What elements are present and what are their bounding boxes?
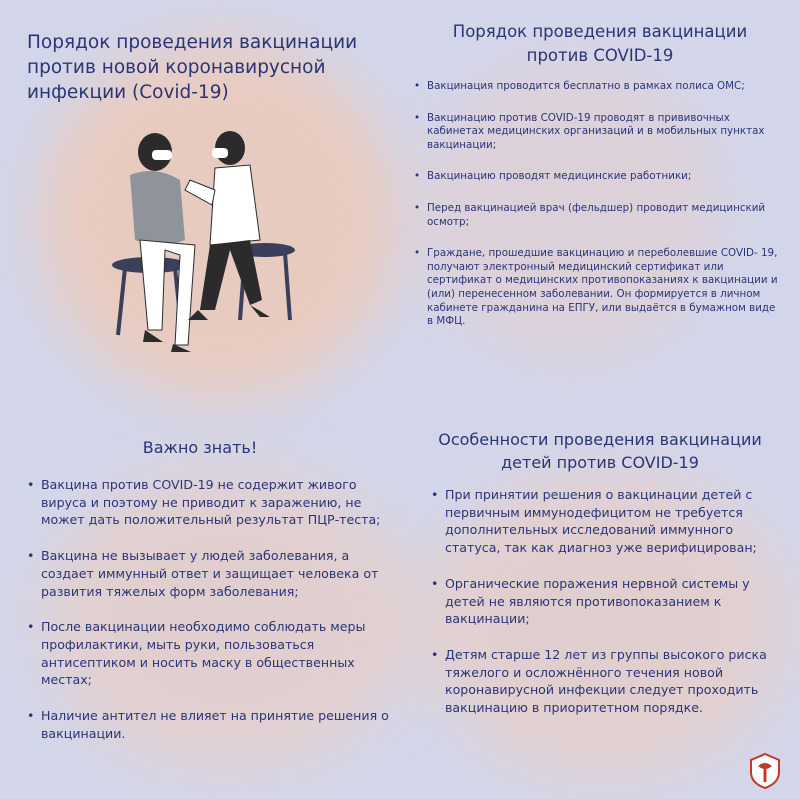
bottom-right-list <box>431 486 783 735</box>
list-item: • Перед вакцинацией врач (фельдшер) проводит медицинский осмотр; <box>414 202 784 229</box>
bottom-right-title: Особенности проведения вакцинации детей против COVID-19 <box>438 430 762 472</box>
main-title: Порядок проведения вакцинации против новой коронавирусной инфекции (Covid-19) <box>27 32 358 103</box>
list-item: • Граждане, прошедшие вакцинацию и переболевшие COVID- 19, получают электронный медицинский сертификат или сертификат о медицинских противопоказаниях к вакцинации и (или) перенесенном заболевании. Он формируется в личном кабинете гражданина на ЕПГУ, или выдаётся в бумажном виде в МФЦ. <box>414 247 784 329</box>
vaccination-illustration-icon <box>100 120 310 370</box>
top-right-title: Порядок проведения вакцинации против COVID-19 <box>452 22 748 65</box>
list-item: • Вакцина не вызывает у людей заболевания, а создает иммунный ответ и защищает человека от развития тяжелых форм заболевания; <box>27 547 397 600</box>
list-item: • При принятии решения о вакцинации детей с первичным иммунодефицитом не требуется дополнительных исследований иммунного статуса, так как диагноз уже верифицирован; <box>431 486 783 557</box>
list-item: • Вакцинация проводится бесплатно в рамках полиса ОМС; <box>414 80 784 94</box>
bottom-left-title: Важно знать! <box>142 438 258 457</box>
list-item: • Детям старше 12 лет из группы высокого риска тяжелого и осложнённого течения новой коронавирусной инфекции следует проходить вакцинацию в приоритетном порядке. <box>431 646 783 717</box>
bottom-left-list <box>27 476 397 760</box>
list-item: • Вакцинацию против COVID-19 проводят в прививочных кабинетах медицинских организаций и в мобильных пунктах вакцинации; <box>414 112 784 153</box>
ministry-emblem-icon <box>748 752 782 790</box>
list-item: • После вакцинации необходимо соблюдать меры профилактики, мыть руки, пользоваться антисептиком и носить маску в общественных местах; <box>27 618 397 689</box>
list-item: • Наличие антител не влияет на принятие решения о вакцинации. <box>27 707 397 742</box>
list-item: • Вакцинацию проводят медицинские работники; <box>414 170 784 184</box>
list-item: • Вакцина против COVID-19 не содержит живого вируса и поэтому не приводит к заражению, не может дать положительный результат ПЦР-теста; <box>27 476 397 529</box>
list-item: • Органические поражения нервной системы у детей не являются противопоказанием к вакцинации; <box>431 575 783 628</box>
top-right-list <box>414 80 784 347</box>
